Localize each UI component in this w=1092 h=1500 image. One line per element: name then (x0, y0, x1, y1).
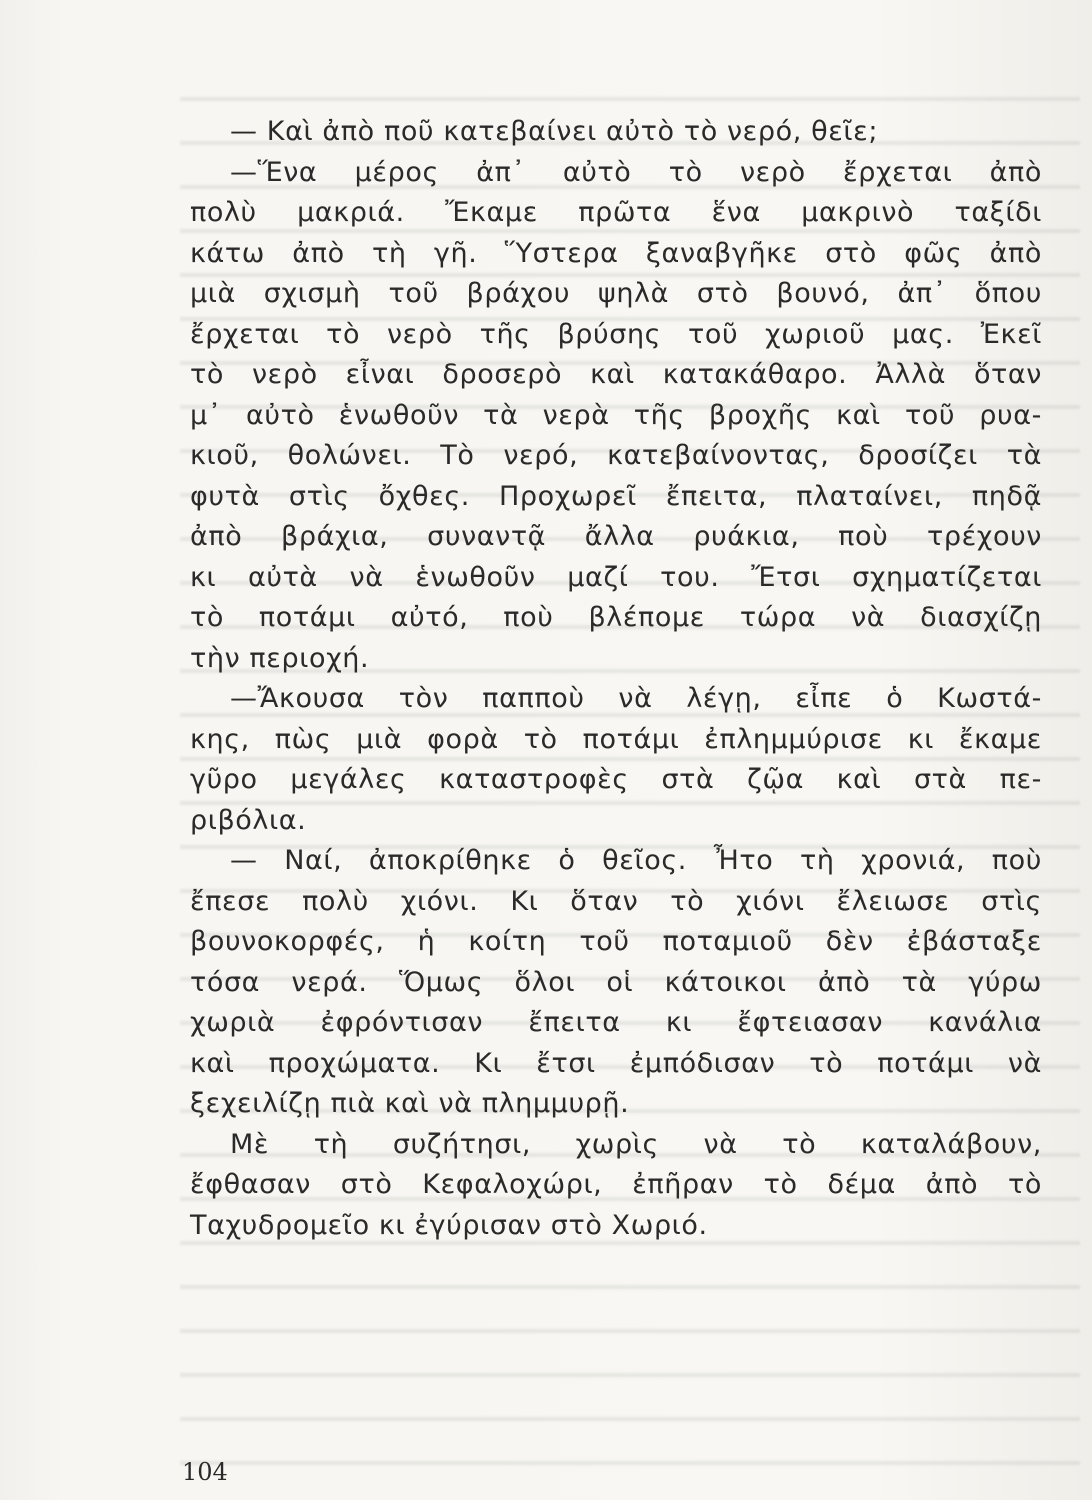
text-line: ἀπὸ βράχια, συναντᾷ ἄλλα ρυάκια, ποὺ τρέχουν (190, 521, 1042, 552)
text-line: τὴν περιοχή. (190, 642, 370, 674)
text-line: — Καὶ ἀπὸ ποῦ κατεβαίνει αὐτὸ τὸ νερό, θεῖε; (230, 116, 879, 147)
text-line: Ταχυδρομεῖο κι ἐγύρισαν στὸ Χωριό. (190, 1209, 708, 1241)
text-line: γῦρο μεγάλες καταστροφὲς στὰ ζῷα καὶ στὰ πε- (190, 764, 1042, 795)
text-line: ἔρχεται τὸ νερὸ τῆς βρύσης τοῦ χωριοῦ μας. Ἐκεῖ (190, 318, 1042, 350)
text-line: ἔπεσε πολὺ χιόνι. Κι ὅταν τὸ χιόνι ἔλειωσε στὶς (190, 885, 1042, 917)
text-line: ξεχειλίζῃ πιὰ καὶ νὰ πλημμυρῇ. (190, 1088, 630, 1119)
text-line: κης, πὼς μιὰ φορὰ τὸ ποτάμι ἐπλημμύρισε κι ἔκαμε (190, 723, 1042, 755)
text-line: Μὲ τὴ συζήτησι, χωρὶς νὰ τὸ καταλάβουν, (230, 1128, 1042, 1160)
text-line: —Ἕνα μέρος ἀπ᾽ αὐτὸ τὸ νερὸ ἔρχεται ἀπὸ (230, 156, 1042, 188)
text-line: —Ἄκουσα τὸν παπποὺ νὰ λέγῃ, εἶπε ὁ Κωστά- (230, 683, 1042, 714)
text-line: κι αὐτὰ νὰ ἑνωθοῦν μαζί του. Ἔτσι σχηματίζεται (190, 561, 1042, 593)
text-line: κάτω ἀπὸ τὴ γῆ. Ὕστερα ξαναβγῆκε στὸ φῶς ἀπὸ (190, 237, 1042, 269)
text-line: καὶ προχώματα. Κι ἔτσι ἐμπόδισαν τὸ ποτάμι νὰ (190, 1047, 1042, 1079)
page-number: 104 (182, 1458, 228, 1486)
text-line: ριβόλια. (190, 804, 307, 836)
text-line: τὸ ποτάμι αὐτό, ποὺ βλέπομε τώρα νὰ διασχίζῃ (190, 602, 1042, 633)
text-line: τόσα νερά. Ὅμως ὅλοι οἱ κάτοικοι ἀπὸ τὰ γύρω (190, 966, 1042, 998)
text-line: βουνοκορφές, ἡ κοίτη τοῦ ποταμιοῦ δὲν ἐβάσταξε (190, 926, 1042, 957)
text-line: ἔφθασαν στὸ Κεφαλοχώρι, ἐπῆραν τὸ δέμα ἀπὸ τὸ (190, 1169, 1042, 1200)
text-line: χωριὰ ἐφρόντισαν ἔπειτα κι ἔφτειασαν κανάλια (190, 1007, 1042, 1038)
text-line: πολὺ μακριά. Ἔκαμε πρῶτα ἕνα μακρινὸ ταξίδι (190, 197, 1042, 228)
text-line: μιὰ σχισμὴ τοῦ βράχου ψηλὰ στὸ βουνό, ἀπ᾽ ὅπου (190, 278, 1042, 309)
text-line: κιοῦ, θολώνει. Τὸ νερό, κατεβαίνοντας, δροσίζει τὰ (190, 440, 1042, 471)
body-text (190, 112, 1042, 1246)
text-line: — Ναί, ἀποκρίθηκε ὁ θεῖος. Ἦτο τὴ χρονιά, ποὺ (230, 845, 1042, 876)
text-line: φυτὰ στὶς ὄχθες. Προχωρεῖ ἔπειτα, πλαταίνει, πηδᾷ (190, 480, 1042, 512)
text-line: μ᾽ αὐτὸ ἑνωθοῦν τὰ νερὰ τῆς βροχῆς καὶ τοῦ ρυα- (190, 399, 1042, 431)
text-line: τὸ νερὸ εἶναι δροσερὸ καὶ κατακάθαρο. Ἀλλὰ ὅταν (190, 359, 1042, 390)
